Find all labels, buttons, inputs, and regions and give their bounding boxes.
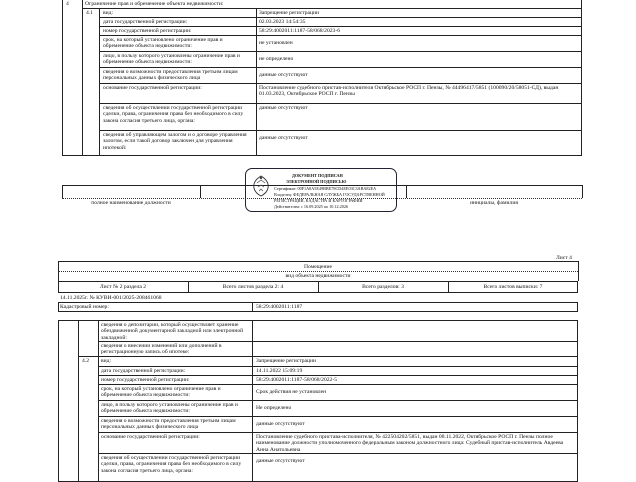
cadastral-row [58, 302, 578, 312]
stamp-owner-cont: РЕГИСТРАЦИИ, КАДАСТРА И КАРТОГРАФИИ [274, 198, 363, 203]
section-sheet-number: Лист № 2 раздела 2 [99, 284, 147, 290]
field-label: сведения о внесении изменений или дополнений в регистрационную запись об ипотеке: [101, 343, 222, 356]
field-label: основание государственной регистрации: [101, 434, 200, 440]
field-value: данные отсутствуют [256, 421, 305, 427]
field-value: данные отсутствуют [259, 135, 308, 141]
field-label: номер государственной регистрации: [103, 28, 192, 34]
extract-sheets-total: Всего листов выписки: 7 [483, 284, 543, 290]
electronic-signature-stamp [245, 168, 397, 212]
stamp-validity: Действителен: с 16.09.2025 по 10.12.2026 [274, 204, 349, 209]
field-label: срок, на который установлено ограничение прав и обременение объекта недвижимости: [101, 386, 221, 399]
field-value: данные отсутствуют [256, 458, 305, 464]
field-value: Постановление судебного пристав-исполнителя Октябрьское РОСП г. Пензы, № 44496417/5851 (100090/20/58051-СД), выдан 01.03.2023, Октябрьское РОСП г. Пензы [259, 85, 559, 98]
field-value: не определено [259, 56, 294, 62]
field-value: 58:29:4002011:1187-58/068/2023-6 [259, 28, 341, 34]
field-label: сведения об управляющем залогом и о договоре управления залогом, если такой договор заключен для управления ипотекой: [103, 132, 247, 151]
stamp-owner: Владелец: ФЕДЕРАЛЬНАЯ СЛУЖБА ГОСУДАРСТВЕННОЙ [274, 192, 385, 197]
field-value: Срок действия не установлен [256, 389, 327, 395]
stamp-certificate: Сертификат: 00F1A8A5E49BBE78CD4EE03C3ABA82EA [274, 186, 377, 191]
object-type: Помещение [303, 264, 332, 270]
field-value: Запрещение регистрации [256, 358, 316, 364]
field-value: Не определено [256, 405, 292, 411]
field-label: сведения о возможности предоставления третьим лицам персональных данных физического лица [101, 418, 236, 431]
name-label: инициалы, фамилия [470, 200, 518, 206]
field-label: сведения о депозитарии, который осуществляет хранение обездвиженной документарной закладной или электронной закладной: [101, 322, 244, 341]
stamp-subtitle: ЭЛЕКТРОННОЙ ПОДПИСЬЮ [286, 179, 347, 184]
position-label: полное наименование должности [91, 200, 171, 206]
emblem-icon [250, 174, 272, 198]
field-label: вид: [101, 358, 112, 364]
cadastral-value: 58:29:4002011:1187 [256, 304, 303, 310]
field-label: сведения о возможности предоставления третьим лицам персональных данных физического лица [103, 69, 238, 82]
field-value: 14.11.2022 15:09:19 [256, 368, 303, 374]
sections-total: Всего разделов: 3 [362, 284, 404, 290]
field-label: дата государственной регистрации: [101, 368, 186, 374]
field-label: сведения об осуществлении государственной регистрации сделки, права, ограничения права без необходимого в силу закона согласия третьего лица, органа: [103, 105, 244, 124]
extract-date-number: 14.11.2025г. № КУВИ-001/2025-208461068 [60, 295, 162, 301]
field-value: данные отсутствуют [259, 72, 308, 78]
cadastral-label: Кадастровый номер: [60, 304, 109, 310]
section-number: 4 [66, 1, 69, 7]
field-label: срок, на который установлено ограничение прав и обременение объекта недвижимости: [103, 37, 223, 50]
field-label: сведения об осуществлении государственной регистрации сделки, права, ограничения права без необходимого в силу закона согласия третьего лица, органа: [101, 455, 242, 474]
subsection-number: 4.1 [86, 10, 93, 16]
stamp-title: ДОКУМЕНТ ПОДПИСАН [292, 173, 343, 178]
field-value: данные отсутствуют [259, 105, 308, 111]
field-label: основание государственной регистрации: [103, 85, 202, 91]
field-label: дата государственной регистрации: [103, 19, 188, 25]
field-value: Запрещение регистрации [259, 10, 319, 16]
sheet-number: Лист 4 [556, 255, 572, 261]
field-label: номер государственной регистрации: [101, 377, 190, 383]
field-value: 58:29:4002011:1187-58/068/2022-5 [256, 377, 338, 383]
field-value: 02.03.2023 14:54:35 [259, 19, 306, 25]
section-title: Ограничение прав и обременение объекта недвижимости: [85, 1, 224, 7]
field-value: Постановление судебного пристава-исполнителя, № 422504202/5851, выдан 08.11.2022, Октябрьское РОСП г. Пензы полное наименование должности уполномоченного федеральным законом должностного лица: Судебный пристав-исполнитель Авдеева Анна Анатольевна [256, 434, 564, 453]
object-type-label: вид объекта недвижимости [285, 273, 351, 279]
field-label: лицо, в пользу которого установлены ограничение прав и обременение объекта недвижимости: [101, 402, 238, 415]
subsection-number: 4.2 [82, 358, 89, 364]
field-label: лицо, в пользу которого установлены ограничение прав и обременение объекта недвижимости: [103, 53, 240, 66]
field-value: не установлен [259, 40, 293, 46]
field-label: вид: [103, 10, 114, 16]
section-sheets-total: Всего листов раздела 2: 4 [222, 284, 284, 290]
